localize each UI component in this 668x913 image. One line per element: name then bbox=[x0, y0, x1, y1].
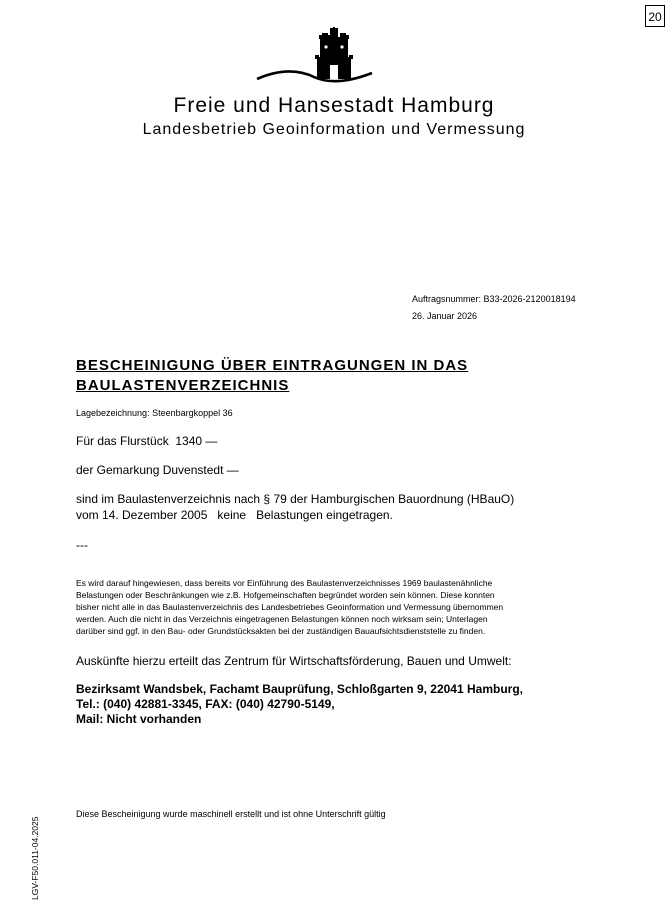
separator-dash: --- bbox=[76, 538, 88, 552]
contact-mail: Mail: Nicht vorhanden bbox=[76, 712, 202, 726]
statement-line-1: sind im Baulastenverzeichnis nach § 79 der Hamburgischen Bauordnung (HBauO) bbox=[76, 492, 515, 506]
notice-line: Belastungen oder Beschränkungen wie z.B. Hofgemeinschaften begründet worden sein können. Diese konnten bbox=[76, 590, 495, 600]
notice-line: werden. Auch die nicht in das Verzeichnis eingetragenen Belastungen können noch wirksam sein; Unterlagen bbox=[76, 614, 488, 624]
page-title: Freie und Hansestadt Hamburg bbox=[173, 94, 495, 117]
order-number: Auftragsnummer: B33-2026-2120018194 bbox=[412, 294, 576, 304]
info-line: Auskünfte hierzu erteilt das Zentrum für Wirtschaftsförderung, Bauen und Umwelt: bbox=[76, 654, 512, 668]
contact-block bbox=[76, 682, 523, 727]
contact-phone-fax: Tel.: (040) 42881-3345, FAX: (040) 42790-5149, bbox=[76, 697, 335, 711]
footer-note: Diese Bescheinigung wurde maschinell erstellt und ist ohne Unterschrift gültig bbox=[76, 809, 386, 819]
hamburg-castle-crest-icon bbox=[254, 27, 376, 92]
parcel-line: Für das Flurstück 1340 — bbox=[76, 434, 218, 448]
notice-paragraph bbox=[76, 577, 606, 637]
notice-line: Es wird darauf hingewiesen, dass bereits vor Einführung des Baulastenverzeichnisses 1969 baulastenähnliche bbox=[76, 578, 493, 588]
heading-line-1: BESCHEINIGUNG ÜBER EINTRAGUNGEN IN DAS bbox=[76, 357, 469, 374]
statement-line-2: vom 14. Dezember 2005 keine Belastungen eingetragen. bbox=[76, 508, 393, 522]
document-date: 26. Januar 2026 bbox=[412, 311, 478, 321]
location-label: Lagebezeichnung: Steenbargkoppel 36 bbox=[76, 408, 233, 418]
notice-line: darüber sind ggf. in den Bau- oder Grundstücksakten bei der zuständigen Bauaufsichtsdienststelle zu finden. bbox=[76, 626, 486, 636]
page-subtitle: Landesbetrieb Geoinformation und Vermessung bbox=[142, 121, 526, 138]
page-number: 20 bbox=[645, 5, 665, 27]
form-code: LGV-F50.011-04.2025 bbox=[30, 816, 40, 900]
heading-line-2: BAULASTENVERZEICHNIS bbox=[76, 377, 290, 394]
district-line: der Gemarkung Duvenstedt — bbox=[76, 463, 239, 477]
notice-line: bisher nicht alle in das Baulastenverzeichnis des Landesbetriebes Geoinformation und Vermessung übernommen bbox=[76, 602, 504, 612]
contact-address: Bezirksamt Wandsbek, Fachamt Bauprüfung, Schloßgarten 9, 22041 Hamburg, bbox=[76, 682, 523, 696]
document-heading bbox=[76, 356, 468, 396]
